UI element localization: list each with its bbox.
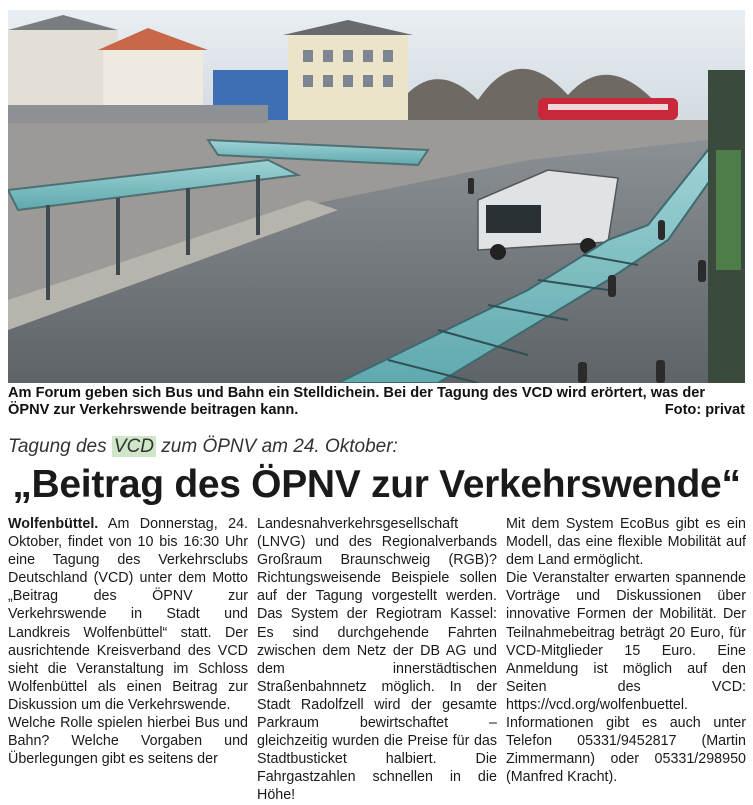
article-column-3 (506, 515, 746, 786)
caption-text: Am Forum geben sich Bus und Bahn ein Stelldichein. Bei der Tagung des VCD wird erörtert, was der ÖPNV zur Verkehrswende beitragen kann. (8, 385, 706, 418)
paragraph-text: Am Donnerstag, 24. Oktober, findet von 10 bis 16:30 Uhr eine Tagung des Verkehrsclubs Deutschland (VCD) unter dem Motto „Beitrag des ÖPNV zur Verkehrswende in Stadt und Landkreis Wolfenbüttel“ statt. Der ausrichtende Kreisverband des VCD sieht die Veranstaltung im Schloss Wolfenbüttel als einen Beitrag zur Diskussion um die Verkehrswende. (8, 516, 248, 713)
kicker-highlight: VCD (113, 436, 155, 457)
paragraph: Mit dem System EcoBus gibt es ein Modell, das eine flexible Mobilität auf dem Land ermöglicht. (506, 516, 746, 569)
kicker (8, 436, 745, 458)
paragraph: Landesnahverkehrsgesellschaft (LNVG) und des Regionalverbands Großraum Braunschweig (RGB)? Richtungsweisende Beispiele sollen auf der Tagung vorgestellt werden. Das System der Regiotram Kassel: Es sind durchgehende Fahrten zwischen dem Netz der DB AG und dem innerstädtischen Straßenbahnnetz möglich. In der Stadt Radolfzell wird der gesamte Parkraum bewirtschaftet – gleichzeitig wurden die Preise für das Stadtbusticket halbiert. Die Fahrgastzahlen schnellen in die Höhe! (257, 516, 497, 804)
dateline: Wolfenbüttel. (8, 516, 99, 532)
kicker-prefix: Tagung des (8, 436, 112, 457)
paragraph: Welche Rolle spielen hierbei Bus und Bahn? Welche Vorgaben und Überlegungen gibt es seitens der (8, 715, 248, 768)
article-column-2 (257, 515, 497, 805)
photo-caption (8, 385, 745, 419)
bus-station-illustration (8, 10, 745, 383)
headline: „Beitrag des ÖPNV zur Verkehrswende“ (12, 463, 741, 506)
paragraph: Die Veranstalter erwarten spannende Vorträge und Diskussionen über innovative Formen der Mobilität. Der Teilnahmebeitrag beträgt 20 Euro, für VCD-Mitglieder 15 Euro. Eine Anmeldung ist möglich auf den Seiten des VCD: https://vcd.org/wolfenbuettel. Informationen gibt es auch unter Telefon 05331/9452817 (Martin Zimmermann) oder 05331/298950 (Manfred Kracht). (506, 570, 746, 786)
article-column-1 (8, 515, 248, 768)
article-photo (8, 10, 745, 383)
paragraph (8, 515, 248, 714)
kicker-suffix: zum ÖPNV am 24. Oktober: (156, 436, 398, 457)
photo-credit: Foto: privat (664, 402, 745, 418)
